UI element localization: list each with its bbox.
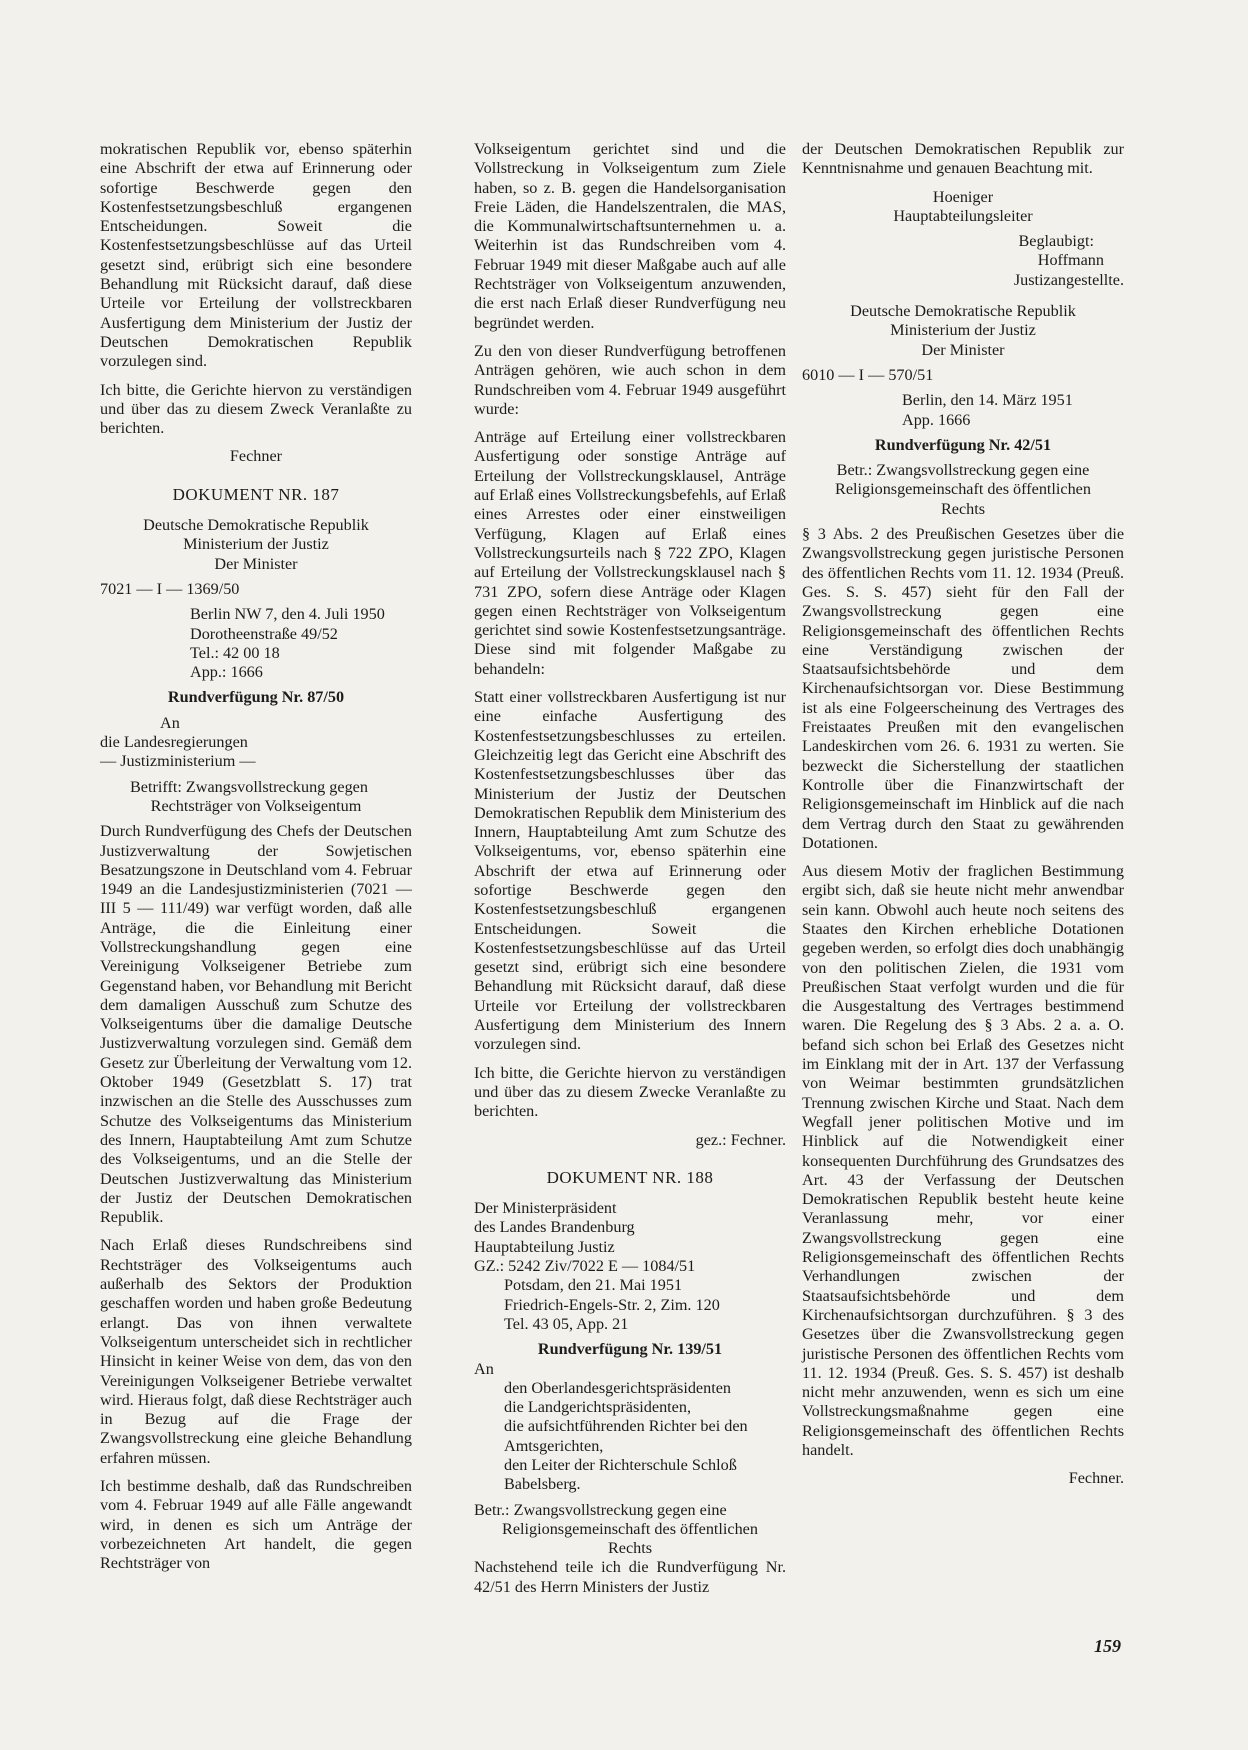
decree-title: Rundverfügung Nr. 42/51 xyxy=(874,435,1052,454)
certification-line: Beglaubigt: xyxy=(1018,232,1094,251)
sender-line: Der Minister xyxy=(921,340,1005,359)
address-line: Potsdam, den 21. Mai 1951 xyxy=(504,1276,683,1295)
decree-title: Rundverfügung Nr. 139/51 xyxy=(537,1340,723,1359)
recipient-line: die aufsichtführenden Richter bei den Amtsgerichten, xyxy=(504,1417,748,1455)
text-column-right xyxy=(802,140,1124,1489)
recipient-line: den Oberlandesgerichtspräsidenten xyxy=(504,1378,731,1397)
paragraph: Ich bitte, die Gerichte hiervon zu verständigen und über das zu diesem Zwecke Veranlaßte zu berichten. xyxy=(474,1063,786,1121)
sender-line: Ministerium der Justiz xyxy=(183,535,329,554)
paragraph: § 3 Abs. 2 des Preußischen Gesetzes über die Zwangsvollstreckung gegen juristische Personen des öffentlichen Rechts vom 11. 12. 1934 (Preuß. Ges. S. S. 457) sieht für den Fall der Zwangsvollstreckung gegen eine Religionsgemeinschaft des öffentlichen Rechts eine Verständigung zwischen der Staatsaufsichtsbehörde und dem Kirchenaufsichtsorgan vor. Diese Bestimmung ist als eine Folgeerscheinung des Vertrages des Freistaates Preußen mit den evangelischen Landeskirchen vom 26. 6. 1931 zu werten. Sie bezweckt die Sicherstellung der staatlichen Kontrolle über die Finanzwirtschaft der Religionsgemeinschaft im Hinblick auf die nach dem Vertrag durch den Staat zu gewährenden Dotationen. xyxy=(802,525,1124,852)
paragraph: Ich bestimme deshalb, daß das Rundschreiben vom 4. Februar 1949 auf alle Fälle angewandt wird, in denen es sich um Anträge der vorbezeichneten Art handelt, die gegen Rechtsträger von xyxy=(100,1477,412,1573)
paragraph: Durch Rundverfügung des Chefs der Deutschen Justizverwaltung der Sowjetischen Besatzungszone in Deutschland vom 4. Februar 1949 an die Landesjustizministerien (7021 — III 5 — 111/49) war verfügt worden, daß alle Anträge, die die Einleitung einer Vollstreckungshandlung gegen eine Vereinigung Volkseigener Betriebe zum Gegenstand haben, vor Behandlung mit Bericht dem damaligen Ausschuß zum Schutze des Volkseigentums über die damalige Deutsche Justizverwaltung vorzulegen sind. Gemäß dem Gesetz zur Überleitung der Verwaltung vom 12. Oktober 1949 (Gesetzblatt S. 17) trat inzwischen an die Stelle des Ausschusses zum Schutze des Volkseigentums das Ministerium des Innern, Hauptabteilung Amt zum Schutze des Volkseigentums, und an die Stelle der Deutschen Justizverwaltung das Ministerium der Justiz der Deutschen Demokratischen Republik. xyxy=(100,822,412,1227)
reference-number: 6010 — I — 570/51 xyxy=(802,365,934,384)
subject-line: Betr.: Zwangsvollstreckung gegen eine xyxy=(836,461,1090,480)
reference-number: GZ.: 5242 Ziv/7022 E — 1084/51 xyxy=(474,1257,696,1276)
subject-line: Religionsgemeinschaft des öffentlichen xyxy=(502,1519,758,1538)
document-heading: DOKUMENT NR. 188 xyxy=(546,1167,714,1187)
signature-name: Hoeniger xyxy=(932,187,994,206)
subject-line: Betrifft: Zwangsvollstreckung gegen xyxy=(130,777,368,796)
page-number: 159 xyxy=(1094,1636,1121,1656)
signature: Fechner xyxy=(229,447,283,466)
recipient-heading: An xyxy=(474,1359,494,1378)
subject-line: Betr.: Zwangsvollstreckung gegen eine xyxy=(474,1500,727,1519)
address-line: Tel. 43 05, App. 21 xyxy=(504,1314,629,1333)
subject-line: Rechts xyxy=(607,1539,653,1558)
signature: gez.: Fechner. xyxy=(695,1130,786,1149)
address-line: App.: 1666 xyxy=(190,663,263,682)
address-line: Tel.: 42 00 18 xyxy=(190,643,280,662)
address-line: Dorotheenstraße 49/52 xyxy=(190,624,338,643)
recipient-heading: An xyxy=(160,713,180,732)
paragraph: Nach Erlaß dieses Rundschreibens sind Rechtsträger des Volkseigentums auch außerhalb des Sektors der Produktion geschaffen worden und haben große Bedeutung erlangt. Das von ihnen verwaltete Volkseigentum unterscheidet sich in rechtlicher Hinsicht in keiner Weise von dem, das von den Vereinigungen Volkseigener Betriebe verwaltet wird. Hieraus folgt, daß diese Rechtsträger auch in Bezug auf die Frage der Zwangsvollstreckung eine gleiche Behandlung erfahren müssen. xyxy=(100,1236,412,1467)
sender-line: Hauptabteilung Justiz xyxy=(474,1237,615,1256)
paragraph: Ich bitte, die Gerichte hiervon zu verständigen und über das zu diesem Zweck Veranlaßte zu berichten. xyxy=(100,380,412,438)
paragraph: Zu den von dieser Rundverfügung betroffenen Anträgen gehören, wie auch schon in dem Rundschreiben vom 4. Februar 1949 ausgeführt wurde: xyxy=(474,341,786,418)
signature-title: Hauptabteilungsleiter xyxy=(893,206,1033,225)
paragraph: mokratischen Republik vor, ebenso späterhin eine Abschrift der etwa auf Erinnerung oder sofortige Beschwerde gegen den Kostenfestsetzungsbeschluß ergangenen Entscheidungen. Soweit die Kostenfestsetzungsbeschlüsse auf das Urteil gesetzt sind, erübrigt sich eine besondere Behandlung mit Rücksicht darauf, daß diese Urteile vor Erteilung der vollstreckbaren Ausfertigung dem Ministerium der Justiz der Deutschen Demokratischen Republik vorzulegen sind. xyxy=(100,140,412,371)
paragraph: Aus diesem Motiv der fraglichen Bestimmung ergibt sich, daß sie heute nicht mehr anwendbar sein kann. Obwohl auch heute noch seitens des Staates den Kirchen erhebliche Dotationen gegeben werden, so erfolgt dies doch unabhängig von den politischen Zielen, die 1931 vom Preußischen Staat verfolgt wurden und die für die Ausgestaltung des Vertrages bestimmend waren. Die Regelung des § 3 Abs. 2 a. a. O. befand sich schon bei Erlaß des Gesetzes nicht im Einklang mit der in Art. 137 der Verfassung von Weimar bestimmten grundsätzlichen Trennung zwischen Kirche und Staat. Nach dem Wegfall jener politischen Motive und im Hinblick auf die Notwendigkeit einer konsequenten Durchführung des Grundsatzes des Art. 43 der Verfassung der Deutschen Demokratischen Republik besteht heute keine Veranlassung mehr, vor einer Zwangsvollstreckung gegen eine Religionsgemeinschaft des öffentlichen Rechts Verhandlungen zwischen der Staatsaufsichtsbehörde und dem Kirchenaufsichtsorgan durchzuführen. § 3 des Gesetzes über die Zwansvollstreckung gegen juristische Personen des öffentlichen Rechts vom 11. 12. 1934 (Preuß. Ges. S. S. 457) ist deshalb nicht mehr anzuwenden, wenn es sich um eine Vollstreckungsmaßnahme gegen eine Religionsgemeinschaft des öffentlichen Rechts handelt. xyxy=(802,862,1124,1459)
sender-line: Der Ministerpräsident xyxy=(474,1199,617,1218)
paragraph: Statt einer vollstreckbaren Ausfertigung ist nur eine einfache Ausfertigung des Kostenfestsetzungsbeschlusses zu erteilen. Gleichzeitig legt das Gericht eine Abschrift des Kostenfestsetzungsbeschlusses über das Ministerium der Justiz der Deutschen Demokratischen Republik dem Ministerium des Innern, Hauptabteilung Amt zum Schutze des Volkseigentums, vor, ebenso späterhin eine Abschrift der etwa auf Erinnerung oder sofortige Beschwerde gegen den Kostenfestsetzungsbeschluß ergangenen Entscheidungen. Soweit die Kostenfestsetzungsbeschlüsse auf das Urteil gesetzt sind, erübrigt sich eine besondere Behandlung mit Rücksicht darauf, daß diese Urteile vor Erteilung der vollstreckbaren Ausfertigung dem Ministerium des Innern vorzulegen sind. xyxy=(474,688,786,1054)
reference-number: 7021 — I — 1369/50 xyxy=(100,579,240,598)
sender-line: Der Minister xyxy=(214,554,298,573)
address-line: Berlin NW 7, den 4. Juli 1950 xyxy=(190,605,385,624)
text-column-left xyxy=(100,140,412,1582)
certification-line: Justizangestellte. xyxy=(1013,270,1124,289)
subject-line: Religionsgemeinschaft des öffentlichen xyxy=(835,480,1091,499)
address-line: Friedrich-Engels-Str. 2, Zim. 120 xyxy=(504,1295,720,1314)
sender-line: Deutsche Demokratische Republik xyxy=(850,302,1076,321)
paragraph: Nachstehend teile ich die Rundverfügung Nr. 42/51 des Herrn Ministers der Justiz xyxy=(474,1558,786,1596)
address-line: App. 1666 xyxy=(902,410,971,429)
certification-line: Hoffmann xyxy=(1037,251,1104,270)
decree-title: Rundverfügung Nr. 87/50 xyxy=(167,688,345,707)
recipient-line: den Leiter der Richterschule Schloß Babelsberg. xyxy=(504,1456,737,1494)
sender-line: Deutsche Demokratische Republik xyxy=(143,516,369,535)
recipient-line: die Landgerichtspräsidenten, xyxy=(504,1398,691,1417)
signature: Fechner. xyxy=(1068,1469,1124,1488)
paragraph: der Deutschen Demokratischen Republik zur Kenntnisnahme und genauen Beachtung mit. xyxy=(802,140,1124,178)
document-heading: DOKUMENT NR. 187 xyxy=(172,484,340,504)
recipient-line: — Justizministerium — xyxy=(100,752,256,771)
paragraph: Anträge auf Erteilung einer vollstreckbaren Ausfertigung oder sonstige Anträge auf Erteilung der Vollstreckungsklausel, Anträge auf Erlaß eines Vollstreckungsbefehls, auf Erlaß eines Arrestes oder einer einstweiligen Verfügung, Klagen auf Erlaß eines Vollstreckungsurteils nach § 722 ZPO, Klagen auf Erteilung der Vollstreckungsklausel nach § 731 ZPO, sofern diese Anträge oder Klagen gegen einen Rechtsträger von Volkseigentum gerichtet sind sowie Kostenfestsetzungsanträge. Diese sind mit folgender Maßgabe zu behandeln: xyxy=(474,428,786,678)
subject-line: Rechtsträger von Volkseigentum xyxy=(150,796,362,815)
recipient-line: die Landesregierungen xyxy=(100,733,248,752)
address-line: Berlin, den 14. März 1951 xyxy=(902,391,1073,410)
paragraph: Volkseigentum gerichtet sind und die Vollstreckung in Volkseigentum zum Ziele haben, so z. B. gegen die Handelsorganisation Freie Läden, die Handelszentralen, die MAS, die Kommunalwirtschaftsunternehmen u. a. Weiterhin ist das Rundschreiben vom 4. Februar 1949 mit dieser Maßgabe auch auf alle Rechtsträger von Volkseigentum anzuwenden, die erst nach Erlaß dieser Rundverfügung neu begründet werden. xyxy=(474,140,786,332)
sender-line: Ministerium der Justiz xyxy=(890,321,1036,340)
subject-line: Rechts xyxy=(940,499,986,518)
text-column-middle xyxy=(474,140,786,1606)
sender-line: des Landes Brandenburg xyxy=(474,1218,635,1237)
